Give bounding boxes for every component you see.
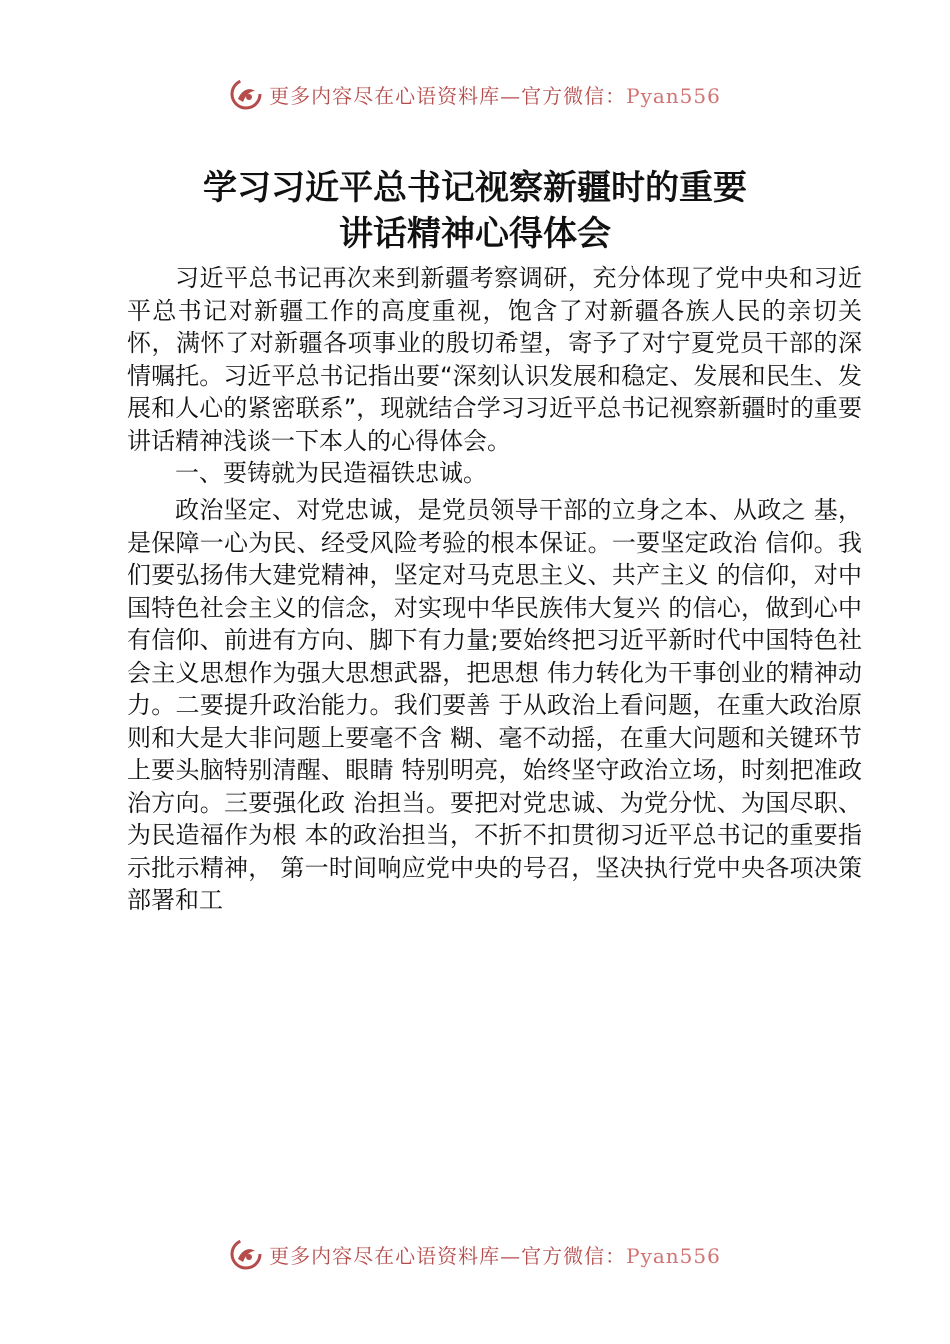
footer-banner (0, 1234, 950, 1274)
header-banner-text: 更多内容尽在心语资料库—官方微信：Pyan556 (269, 83, 721, 108)
swirl-logo-icon (229, 77, 263, 111)
header-banner (0, 74, 950, 114)
section-heading-1: 一、要铸就为民造福铁忠诚。 (175, 459, 487, 487)
footer-banner-text: 更多内容尽在心语资料库—官方微信：Pyan556 (269, 1243, 721, 1268)
document-title-line-1: 学习习近平总书记视察新疆时的重要 (203, 168, 747, 208)
document-title-line-2: 讲话精神心得体会 (339, 214, 611, 254)
swirl-logo-icon (229, 1237, 263, 1271)
paragraph-section-1: 政治坚定、对党忠诚，是党员领导干部的立身之本、从政之 基，是保障一心为民、经受风险考验的根本保证。一要坚定政治 信仰。我们要弘扬伟大建党精神，坚定对马克思主义、共产主义 的信仰，对中国特色社会主义的信念，对实现中华民族伟大复兴 的信心，做到心中有信仰、前进有方向、脚下有力量;要始终把习近平新时代中国特色社会主义思想作为强大思想武器，把思想 伟力转化为干事创业的精神动力。二要提升政治能力。我们要善 于从政治上看问题，在重大政治原则和大是大非问题上要毫不含 糊、毫不动摇，在重大问题和关键环节上要头脑特别清醒、眼睛 特别明亮，始终坚守政治立场，时刻把准政治方向。三要强化政 治担当。要把对党忠诚、为党分忧、为国尽职、为民造福作为根 本的政治担当，不折不扣贯彻习近平总书记的重要指示批示精神， 第一时间响应党中央的号召，坚决执行党中央各项决策部署和工 (127, 496, 862, 914)
paragraph-intro: 习近平总书记再次来到新疆考察调研，充分体现了党中央和习近平总书记对新疆工作的高度重视，饱含了对新疆各族人民的亲切关怀，满怀了对新疆各项事业的殷切希望，寄予了对宁夏党员干部的深情嘱托。习近平总书记指出要“深刻认识发展和稳定、发展和民生、发展和人心的紧密联系”，现就结合学习习近平总书记视察新疆时的重要讲话精神浅谈一下本人的心得体会。 (127, 264, 862, 455)
